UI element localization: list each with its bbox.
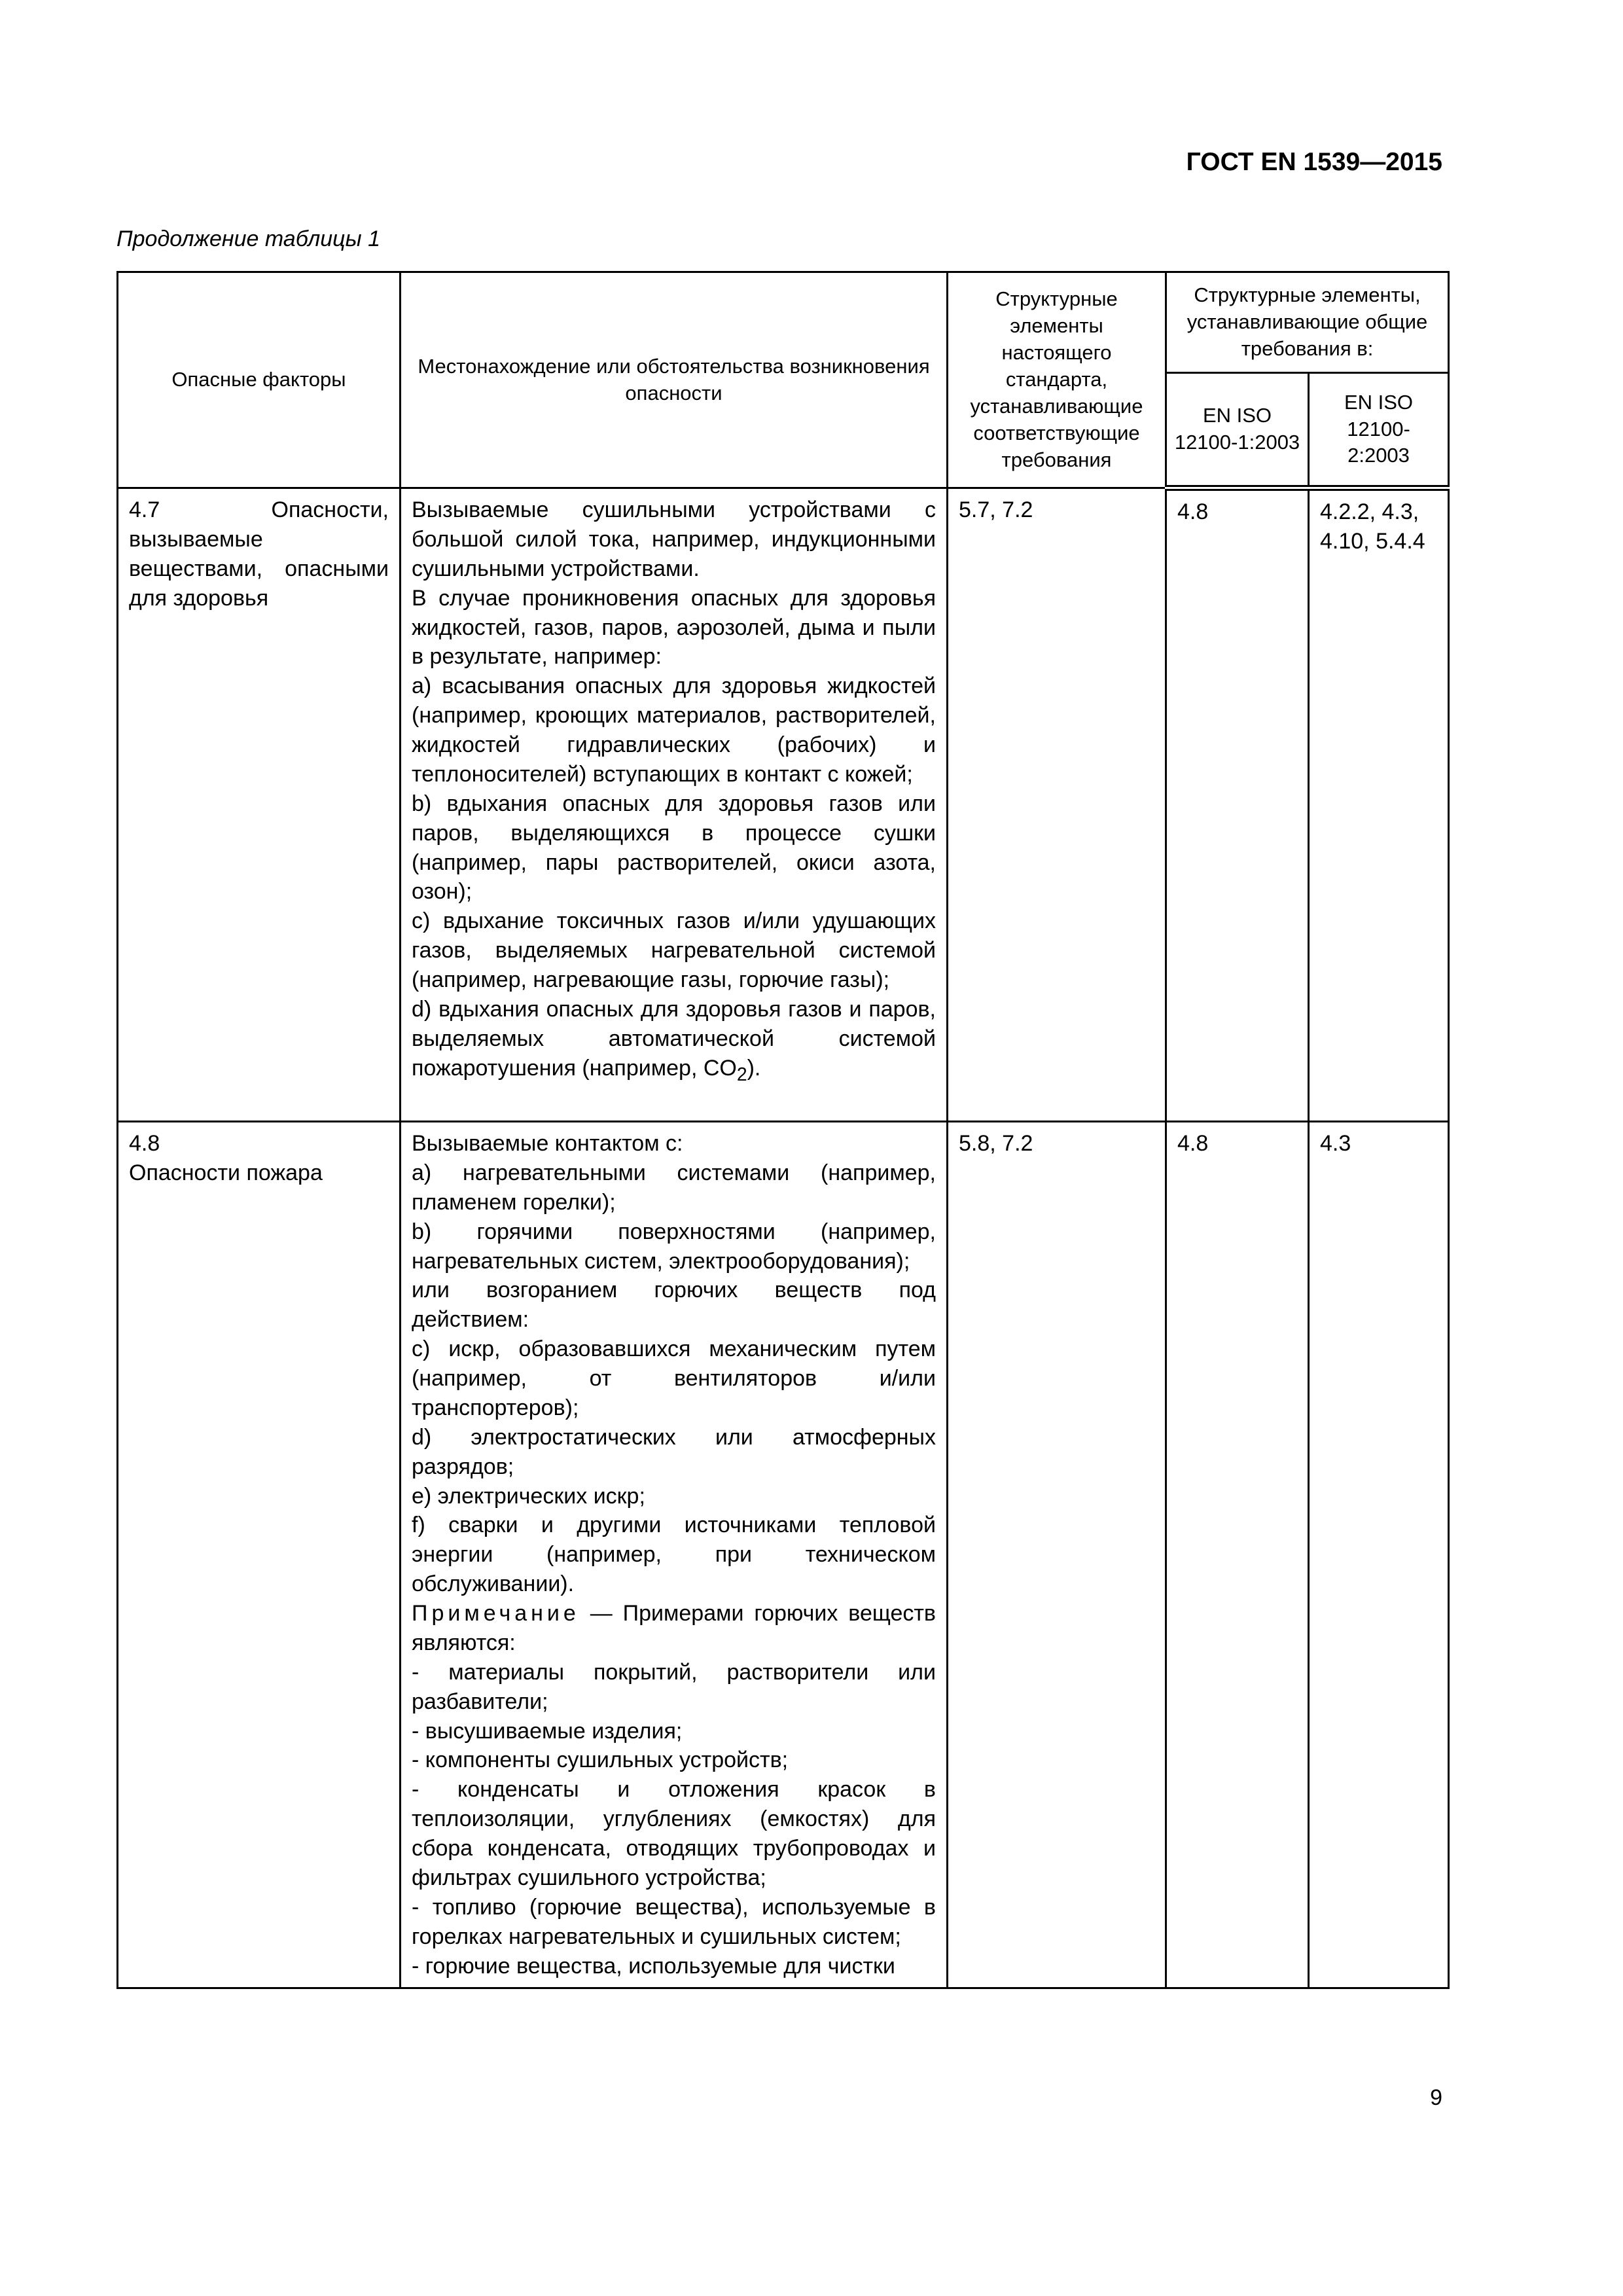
- location-line: Вызываемые сушильными устройствами с большой силой тока, например, индукционными сушильными устройствами.: [412, 497, 936, 581]
- location-line: a) нагревательными системами (например, пламенем горелки);: [412, 1160, 936, 1215]
- location-line-text: d) вдыхания опасных для здоровья газов и паров, выделяемых автоматической системой пожаротушения (например, CO: [412, 996, 936, 1081]
- hazard-cell: 4.7 Опасности, вызываемые веществами, опасными для здоровья: [118, 488, 401, 1122]
- note-label: Примечание: [412, 1601, 580, 1626]
- location-line: - высушиваемые изделия;: [412, 1718, 683, 1744]
- hazard-name: Опасности пожара: [129, 1160, 323, 1185]
- iso1-ref-cell: 4.8: [1166, 488, 1309, 1122]
- co2-subscript: 2: [736, 1064, 747, 1085]
- header-this-standard: Структурные элементы настоящего стандарта, устанавливающие соответствующие требования: [948, 272, 1166, 488]
- hazards-table: [116, 271, 1450, 1989]
- table-row: [118, 1122, 1449, 1988]
- location-line: f) сварки и другими источниками тепловой энергии (например, при техническом обслуживании).: [412, 1513, 936, 1597]
- location-line: c) вдыхание токсичных газов и/или удушающих газов, выделяемых нагревательной системой (например, нагревающие газы, горючие газы);: [412, 908, 936, 992]
- location-line: - компоненты сушильных устройств;: [412, 1748, 789, 1773]
- location-line: b) вдыхания опасных для здоровья газов или паров, выделяющихся в процессе сушки (например, пары растворителей, окиси азота, озон);: [412, 791, 936, 905]
- location-line: - материалы покрытий, растворители или разбавители;: [412, 1659, 936, 1714]
- location-line-co2: [412, 995, 936, 1087]
- document-code: ГОСТ EN 1539—2015: [1186, 148, 1442, 176]
- co2-end: ).: [747, 1055, 761, 1081]
- note-text: — Примерами горючих веществ являются:: [412, 1601, 936, 1655]
- iso1-ref-cell: 4.8: [1166, 1122, 1309, 1988]
- page-number: 9: [1430, 2085, 1442, 2110]
- header-hazards: Опасные факторы: [118, 272, 401, 488]
- standard-ref-cell: 5.8, 7.2: [948, 1122, 1166, 1988]
- header-general-requirements: Структурные элементы, устанавливающие общие требования в:: [1166, 272, 1449, 373]
- location-cell: [401, 488, 948, 1122]
- table-caption: Продолжение таблицы 1: [116, 226, 380, 251]
- hazard-number: 4.8: [129, 1131, 160, 1156]
- hazard-cell: [118, 1122, 401, 1988]
- header-iso-12100-1: EN ISO 12100-1:2003: [1166, 373, 1309, 488]
- location-line: d) электростатических или атмосферных разрядов;: [412, 1424, 936, 1479]
- location-line: - конденсаты и отложения красок в теплоизоляции, углублениях (емкостях) для сбора конденсата, отводящих трубопроводах и фильтрах сушильного устройства;: [412, 1777, 936, 1890]
- location-line: Вызываемые контактом с:: [412, 1131, 683, 1156]
- location-line: c) искр, образовавшихся механическим путем (например, от вентиляторов и/или транспортеров);: [412, 1336, 936, 1420]
- location-line: - горючие вещества, используемые для чистки: [412, 1953, 895, 1979]
- location-cell: [401, 1122, 948, 1988]
- standard-ref-cell: 5.7, 7.2: [948, 488, 1166, 1122]
- table-row: [118, 488, 1449, 1122]
- location-line: или возгоранием горючих веществ под действием:: [412, 1278, 936, 1333]
- location-line: В случае проникновения опасных для здоровья жидкостей, газов, паров, аэрозолей, дыма и пыли в результате, например:: [412, 585, 936, 670]
- iso2-ref-cell: 4.2.2, 4.3, 4.10, 5.4.4: [1309, 488, 1449, 1122]
- location-line: - топливо (горючие вещества), используемые в горелках нагревательных и сушильных систем;: [412, 1894, 936, 1949]
- iso2-ref-cell: 4.3: [1309, 1122, 1449, 1988]
- location-line: b) горячими поверхностями (например, нагревательных систем, электрооборудования);: [412, 1219, 936, 1274]
- location-line: e) электрических искр;: [412, 1483, 645, 1509]
- header-iso-12100-2: EN ISO 12100-2:2003: [1309, 373, 1449, 488]
- note: [412, 1599, 936, 1658]
- header-location: Местонахождение или обстоятельства возникновения опасности: [401, 272, 948, 488]
- location-line: a) всасывания опасных для здоровья жидкостей (например, кроющих материалов, растворителей, жидкостей гидравлических (рабочих) и теплоносителей) вступающих в контакт с кожей;: [412, 673, 936, 787]
